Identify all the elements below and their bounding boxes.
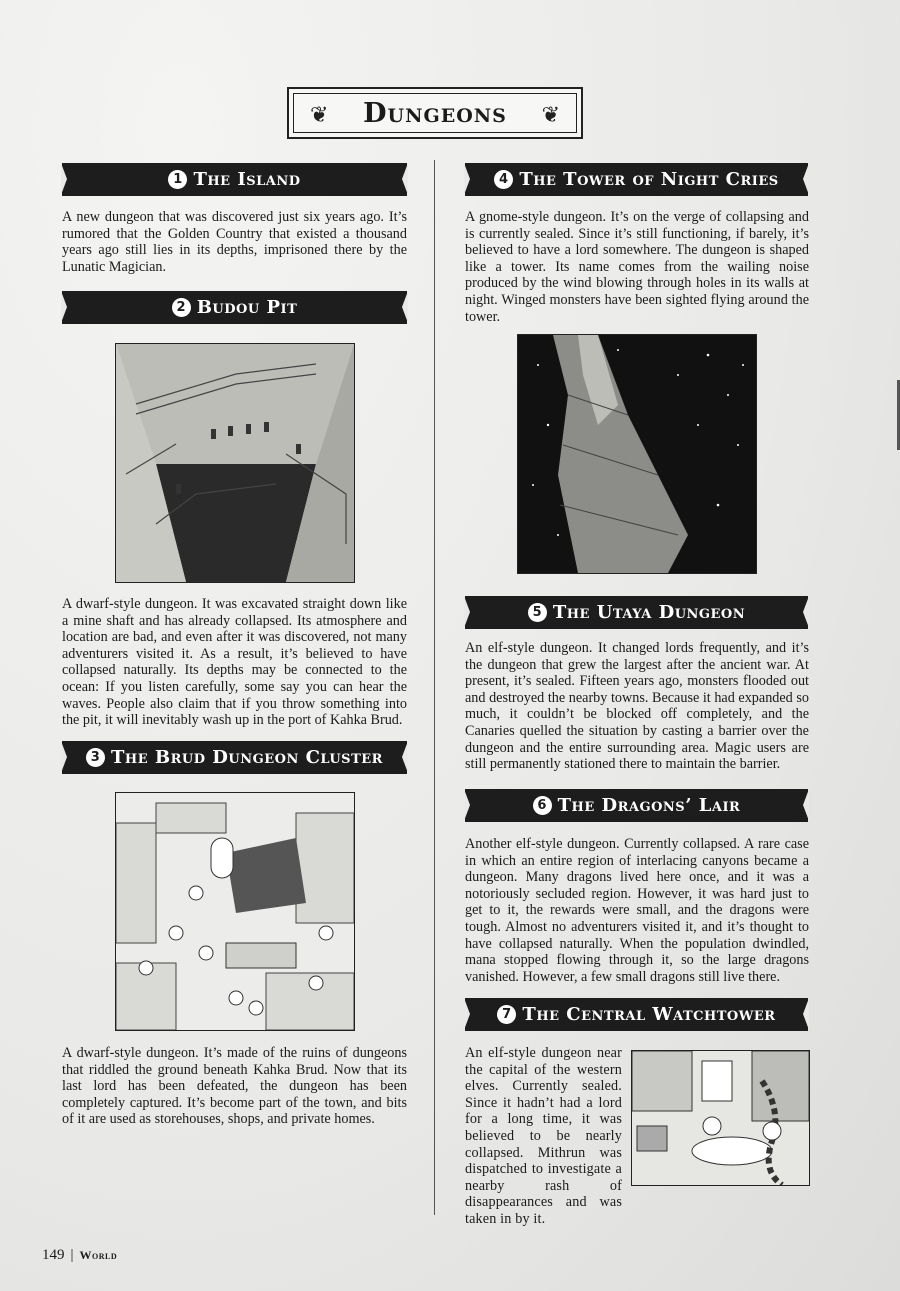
- heading-bar-7: [465, 998, 808, 1031]
- heading-text: The Utaya Dungeon: [552, 602, 746, 623]
- page-title-box: [287, 87, 583, 139]
- entry-text-1: A new dungeon that was discovered just six years ago. It’s rumored that the Golden Country that existed a thousand years ago still lies in its depths, imprisoned there by the Lunatic Magician.: [62, 209, 407, 275]
- heading-bar-5: [465, 596, 808, 629]
- entry-text-5: An elf-style dungeon. It changed lords frequently, and it’s the dungeon that grew the largest after the ancient war. At present, it’s sealed. Fifteen years ago, monsters flooded out and destroyed the nearby towns. Because it had expanded so much, it couldn’t be blocked off completely, and the Canaries quelled the situation by casting a barrier over the dungeon and the entire surrounding area. Magic users are still permanently stationed there to maintain the barrier.: [465, 640, 809, 773]
- heading-bar-3: [62, 741, 407, 774]
- heading-text: The Central Watchtower: [522, 1004, 776, 1025]
- number-badge: 2: [172, 298, 191, 317]
- heading-text: The Brud Dungeon Cluster: [111, 747, 383, 768]
- ornament-right-icon: ❦: [541, 103, 560, 128]
- heading-text: The Dragons’ Lair: [557, 795, 741, 816]
- page-footer: 149 | World: [42, 1247, 118, 1263]
- number-badge: 1: [168, 170, 187, 189]
- heading-bar-6: [465, 789, 808, 822]
- ornament-left-icon: ❦: [310, 103, 329, 128]
- entry-text-7: An elf-style dungeon near the capital of the western elves. Currently sealed. Since it hadn’t had a lord for a long time, it was believed to be nearly collapsed. Mithrun was dispatched to investigate a nearby rash of disappearances and was taken in by it.: [465, 1045, 622, 1227]
- budou-pit-illustration: [115, 343, 355, 583]
- heading-bar-4: [465, 163, 808, 196]
- number-badge: 5: [528, 603, 547, 622]
- page-title: Dungeons: [363, 97, 507, 129]
- entry-text-4: A gnome-style dungeon. It’s on the verge of collapsing and is currently sealed. Since it’s still functioning, if barely, it’s believed to have a lord somewhere. The dungeon is shaped like a tower. Its name comes from the wailing noise produced by the wind blowing through holes in its walls at night. Winged monsters have been sighted flying around the tower.: [465, 209, 809, 325]
- entry-text-6: Another elf-style dungeon. Currently collapsed. A rare case in which an entire region of interlacing canyons became a dungeon. Many dragons lived here once, and it was a notoriously secluded region. However, it was hard just to get to it, the rewards were small, and the dragons were tough. Almost no adventurers visited it, and it’s thought to have collapsed naturally. When the population dwindled, mana stopped flowing through it, so the large dragons vanished. However, a few small dragons still live there.: [465, 836, 809, 985]
- entry-text-2: A dwarf-style dungeon. It was excavated straight down like a mine shaft and has already collapsed. Its atmosphere and location are bad, and even after it was discovered, not many adventurers visited it. As a result, it’s believed to have collapsed naturally. Its depths may be connected to the ocean: If you listen carefully, some say you can hear the waves. People also claim that if you throw something into the pit, it will inevitably wash up in the port of Kahka Brud.: [62, 596, 407, 729]
- brud-dungeon-illustration: [115, 792, 355, 1031]
- entry-text-3: A dwarf-style dungeon. It’s made of the ruins of dungeons that riddled the ground beneath Kahka Brud. Now that its last lord has been defeated, the dungeon has been completely captured. It’s become part of the town, and bits of it are used as storehouses, shops, and private homes.: [62, 1045, 407, 1128]
- section-label: World: [79, 1248, 118, 1262]
- column-divider: [434, 160, 435, 1215]
- heading-bar-2: [62, 291, 407, 324]
- heading-text: Budou Pit: [196, 297, 298, 318]
- number-badge: 6: [533, 796, 552, 815]
- page-number: 149: [42, 1247, 65, 1263]
- heading-bar-1: [62, 163, 407, 196]
- tower-illustration: [517, 334, 757, 574]
- number-badge: 4: [494, 170, 513, 189]
- number-badge: 7: [497, 1005, 516, 1024]
- heading-text: The Tower of Night Cries: [519, 169, 779, 190]
- heading-text: The Island: [193, 169, 301, 190]
- number-badge: 3: [86, 748, 105, 767]
- watchtower-illustration: [631, 1050, 810, 1186]
